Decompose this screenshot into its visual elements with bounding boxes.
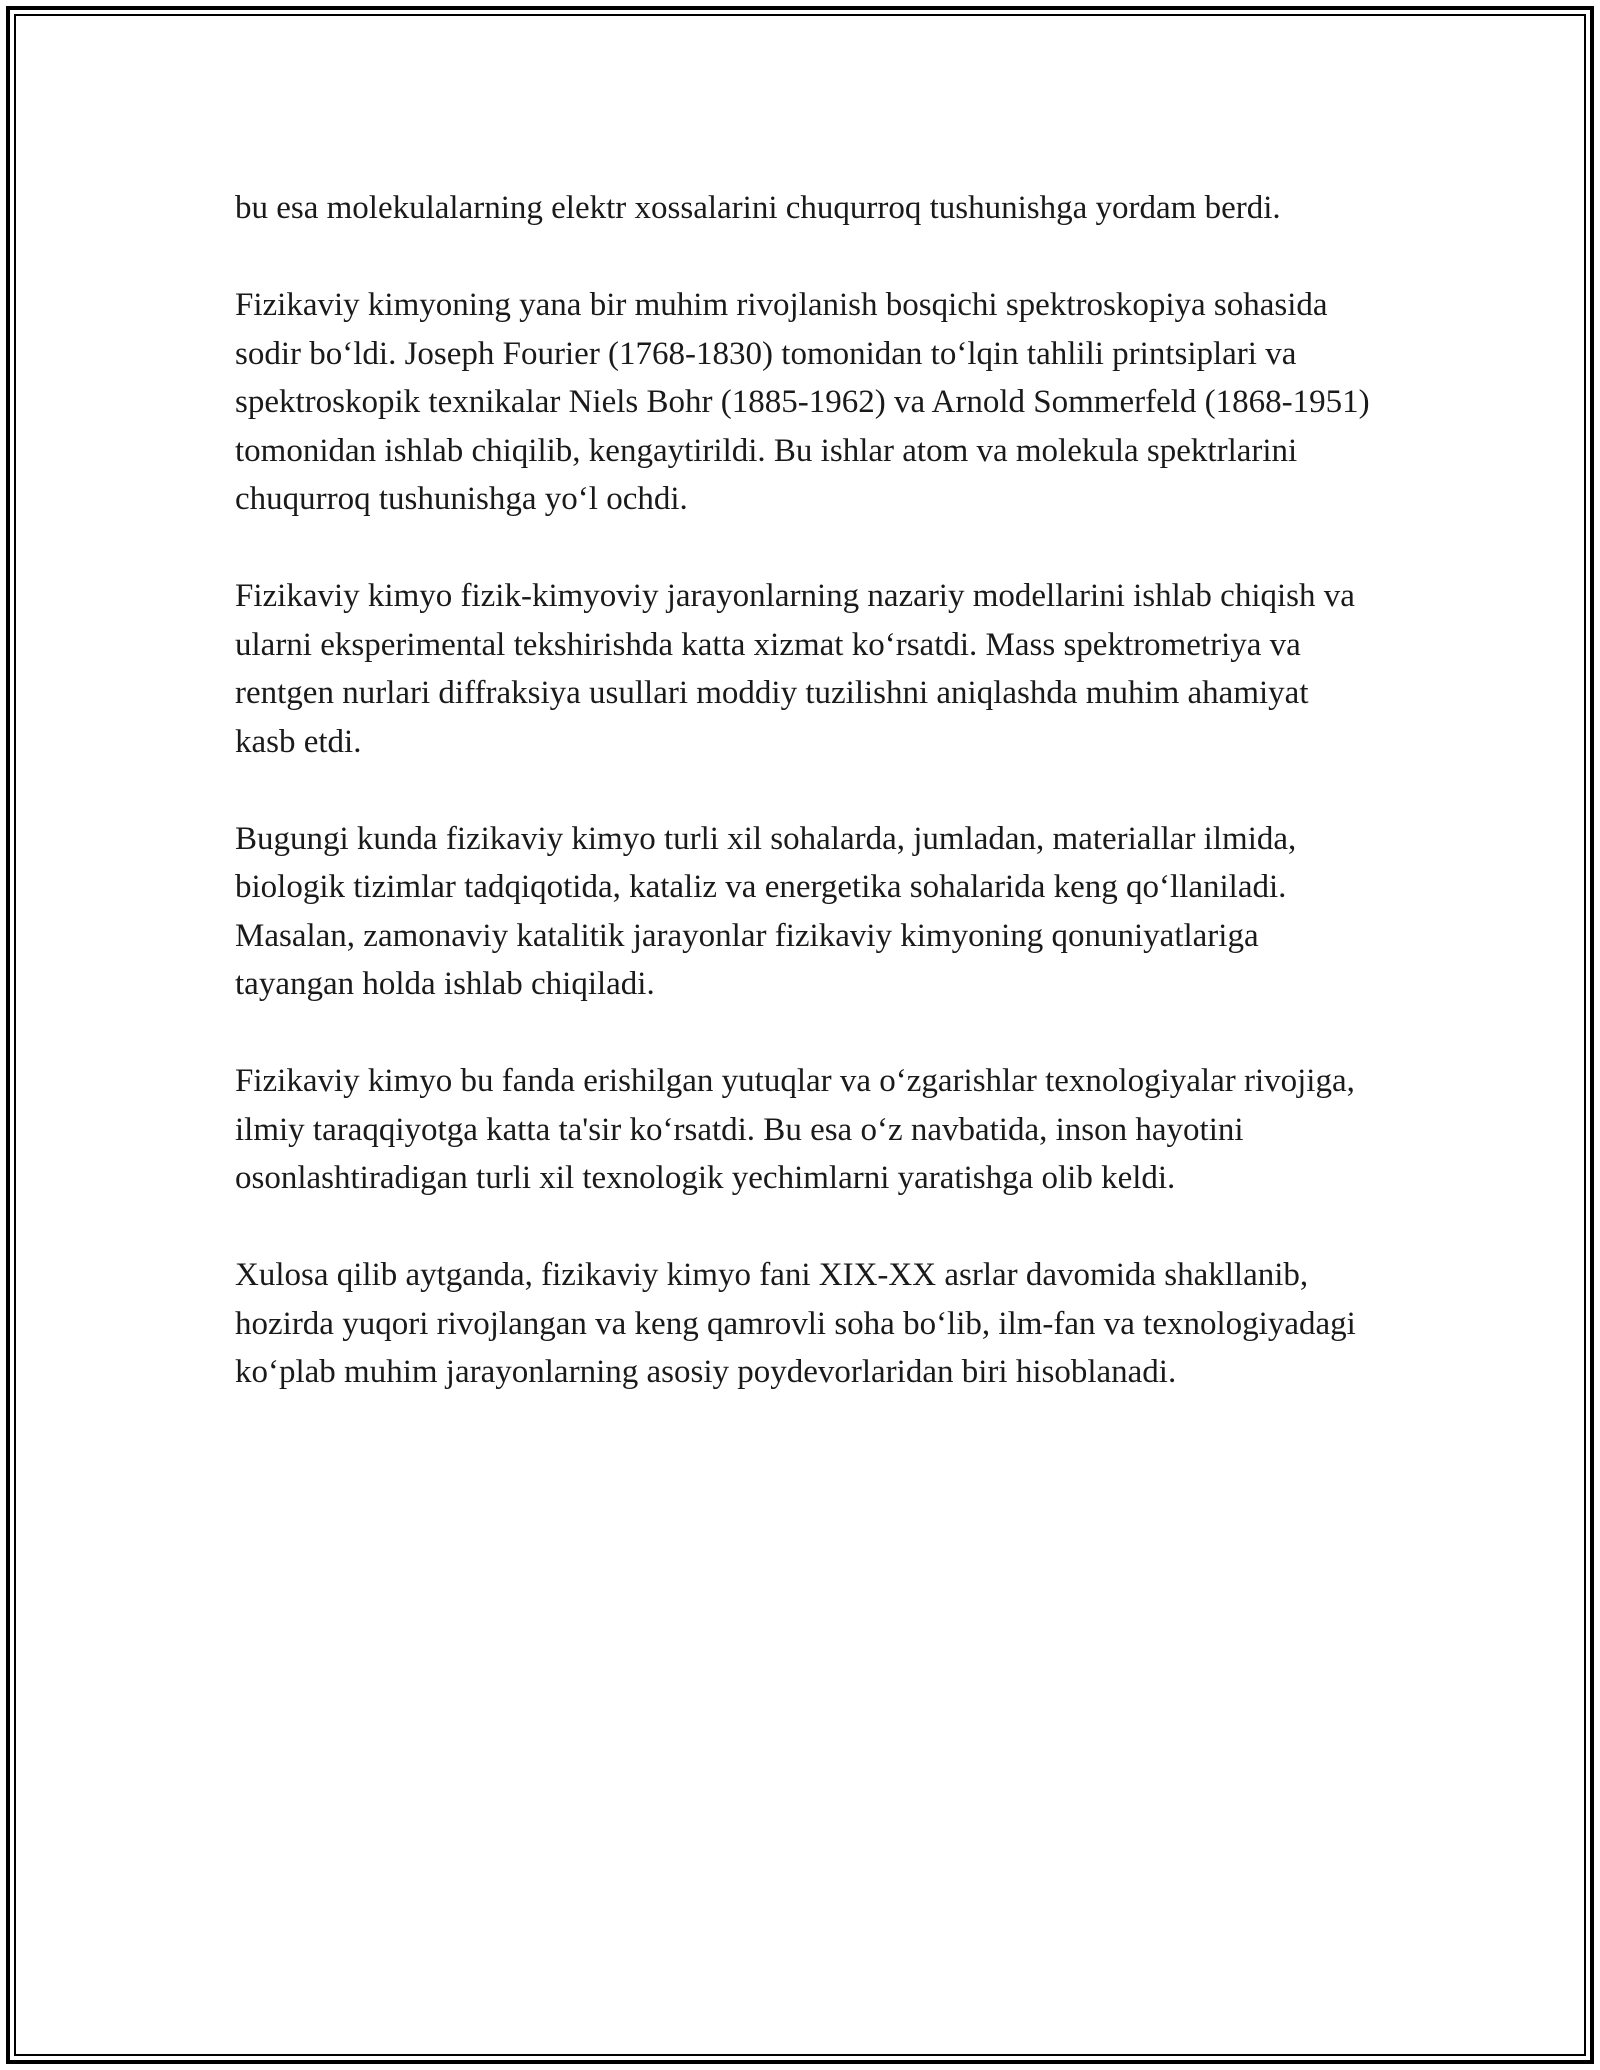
paragraph-6: Xulosa qilib aytganda, fizikaviy kimyo fani XIX-XX asrlar davomida shakllanib, hozirda yuqori rivojlangan va keng qamrovli soha bo‘lib, ilm-fan va texnologiyadagi ko‘plab muhim jarayonlarning asosiy poydevorlaridan biri hisoblanadi. [235, 1257, 1356, 1390]
paragraph-1: bu esa molekulalarning elektr xossalarini chuqurroq tushunishga yordam berdi. [235, 190, 1281, 226]
paragraph-3: Fizikaviy kimyo fizik-kimyoviy jarayonlarning nazariy modellarini ishlab chiqish va ularni eksperimental tekshirishda katta xizmat ko‘rsatdi. Mass spektrometriya va rentgen nurlari diffraksiya usullari moddiy tuzilishni aniqlashda muhim ahamiyat kasb etdi. [235, 578, 1355, 760]
document-body [235, 184, 1375, 1445]
paragraph-5: Fizikaviy kimyo bu fanda erishilgan yutuqlar va o‘zgarishlar texnologiyalar rivojiga, ilmiy taraqqiyotga katta ta'sir ko‘rsatdi. Bu esa o‘z navbatida, inson hayotini osonlashtiradigan turli xil texnologik yechimlarni yaratishga olib keldi. [235, 1063, 1355, 1196]
paragraph-2: Fizikaviy kimyoning yana bir muhim rivojlanish bosqichi spektroskopiya sohasida sodir bo‘ldi. Joseph Fourier (1768-1830) tomonidan to‘lqin tahlili printsiplari va spektroskopik texnikalar Niels Bohr (1885-1962) va Arnold Sommerfeld (1868-1951) tomonidan ishlab chiqilib, kengaytirildi. Bu ishlar atom va molekula spektrlarini chuqurroq tushunishga yo‘l ochdi. [235, 287, 1370, 517]
paragraph-4: Bugungi kunda fizikaviy kimyo turli xil sohalarda, jumladan, materiallar ilmida, biologik tizimlar tadqiqotida, kataliz va energetika sohalarida keng qo‘llaniladi. Masalan, zamonaviy katalitik jarayonlar fizikaviy kimyoning qonuniyatlariga tayangan holda ishlab chiqiladi. [235, 820, 1297, 1002]
